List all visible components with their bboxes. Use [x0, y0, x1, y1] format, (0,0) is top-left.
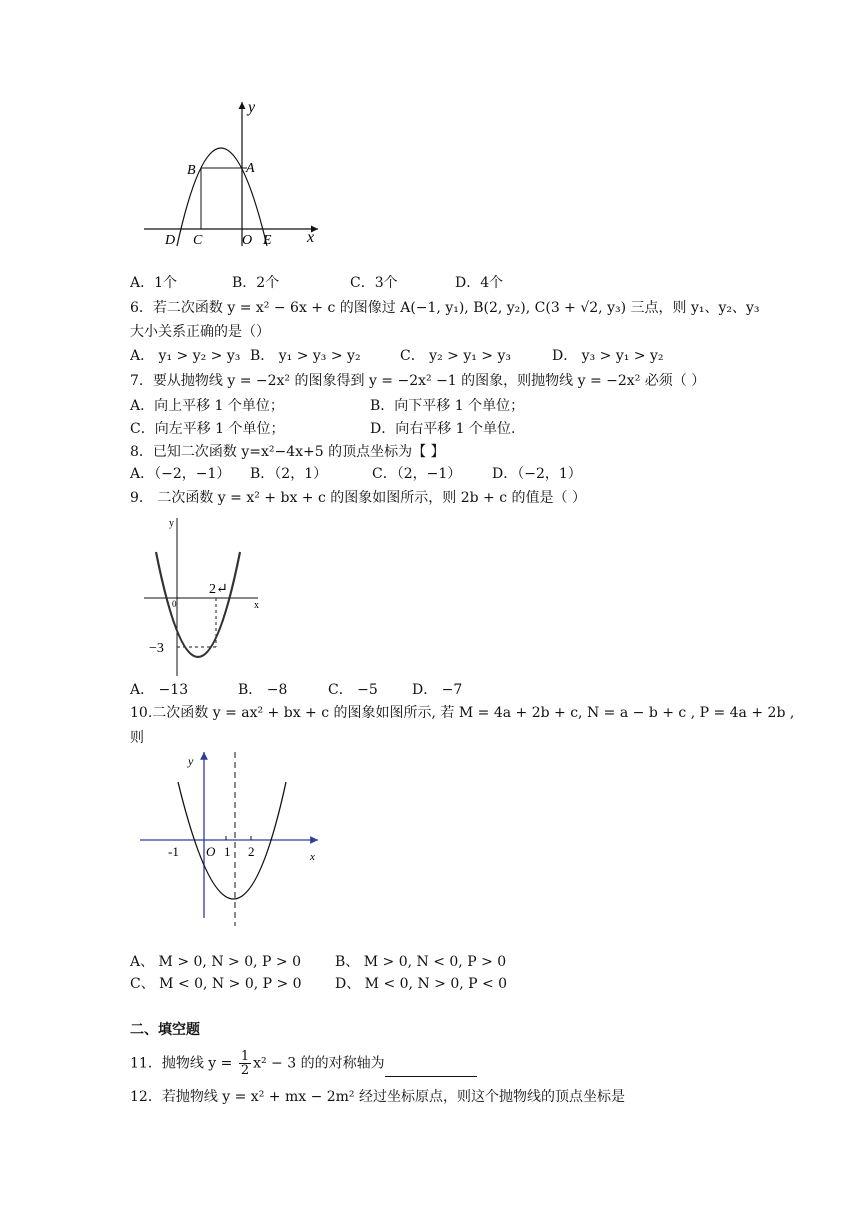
q9-figure	[140, 512, 270, 678]
q10-figure	[136, 748, 326, 930]
q7-option-b: B．向下平移 1 个单位；	[370, 398, 525, 414]
q8-option-c: C．（2，−1）	[372, 466, 462, 482]
q6-option-d: D． y₃ > y₁ > y₂	[552, 348, 664, 364]
label-c: C	[193, 233, 203, 248]
label-d: D	[165, 233, 176, 248]
label-two: 2	[248, 844, 255, 859]
q10-option-a: A、 M > 0, N > 0, P > 0	[130, 954, 301, 970]
q7-stem: 7．要从抛物线 y = −2x² 的图象得到 y = −2x² −1 的图象，则抛物线 y = −2x² 必须（ ）	[130, 373, 706, 389]
q11-post: x² − 3 的的对称轴为	[253, 1055, 385, 1072]
q10-option-c: C、 M < 0, N > 0, P > 0	[130, 976, 302, 992]
q10-option-b: B、 M > 0, N < 0, P > 0	[335, 954, 507, 970]
label-y: y	[169, 518, 174, 529]
label-a: A	[246, 161, 255, 176]
label-minus-three: −3	[149, 641, 164, 656]
q5-option-a: A．1个	[130, 275, 178, 291]
q9-option-a: A． −13	[130, 682, 189, 698]
q6-stem-cont: 大小关系正确的是（）	[130, 324, 270, 340]
label-minus-one: -1	[168, 844, 179, 859]
q11-stem	[130, 1050, 477, 1077]
label-one: 1	[224, 844, 231, 859]
q9-option-d: D． −7	[412, 682, 463, 698]
q11-answer-blank[interactable]	[385, 1062, 477, 1077]
label-origin: O	[206, 844, 216, 859]
q8-stem: 8．已知二次函数 y=x²−4x+5 的顶点坐标为【 】	[130, 444, 445, 460]
label-x: x	[307, 229, 315, 246]
q11-frac-num: 1	[240, 1049, 250, 1064]
q10-stem: 10.二次函数 y = ax² + bx + c 的图象如图所示, 若 M = 4a + 2b + c, N = a − b + c , P = 4a + 2b ,	[130, 705, 795, 721]
label-x: x	[254, 600, 259, 611]
q7-option-d: D．向右平移 1 个单位.	[370, 421, 516, 437]
label-e: E	[263, 233, 272, 248]
label-y: y	[188, 754, 194, 768]
label-y: y	[248, 99, 256, 116]
q9-option-c: C． −5	[328, 682, 378, 698]
section-heading: 二、填空题	[130, 1022, 200, 1038]
q12-stem: 12．若抛物线 y = x² + mx − 2m² 经过坐标原点，则这个抛物线的顶点坐标是	[130, 1089, 625, 1105]
q6-stem: 6．若二次函数 y = x² − 6x + c 的图像过 A(−1, y₁), B(2, y₂), C(3 + √2, y₃) 三点，则 y₁、y₂、y₃	[130, 300, 760, 316]
q7-option-c: C．向左平移 1 个单位；	[130, 421, 285, 437]
q5-figure	[130, 96, 330, 252]
label-x: x	[310, 851, 315, 863]
q10-stem-cont: 则	[130, 730, 144, 746]
q11-fraction	[239, 1050, 251, 1077]
label-origin: 0	[172, 599, 177, 609]
q9-stem: 9． 二次函数 y = x² + bx + c 的图象如图所示，则 2b + c 的值是（ ）	[130, 490, 586, 506]
q11-frac-den: 2	[240, 1063, 250, 1078]
q5-option-c: C．3个	[350, 275, 398, 291]
q11-pre: 11．抛物线 y =	[130, 1055, 237, 1072]
q5-option-b: B．2个	[232, 275, 280, 291]
parabola	[156, 552, 240, 657]
label-two: 2↵	[209, 582, 228, 597]
label-o: O	[242, 233, 253, 248]
q6-option-a: A． y₁ > y₂ > y₃	[130, 348, 241, 364]
q6-option-b: B． y₁ > y₃ > y₂	[250, 348, 361, 364]
q6-option-c: C． y₂ > y₁ > y₃	[400, 348, 511, 364]
q5-option-d: D．4个	[455, 275, 504, 291]
label-b: B	[187, 163, 196, 178]
q9-option-b: B． −8	[238, 682, 288, 698]
q8-option-d: D．（−2，1）	[492, 466, 582, 482]
q8-option-b: B．（2，1）	[250, 466, 328, 482]
q10-option-d: D、 M < 0, N > 0, P < 0	[335, 976, 508, 992]
q7-option-a: A．向上平移 1 个单位；	[130, 398, 284, 414]
q8-option-a: A．（−2，−1）	[130, 466, 231, 482]
